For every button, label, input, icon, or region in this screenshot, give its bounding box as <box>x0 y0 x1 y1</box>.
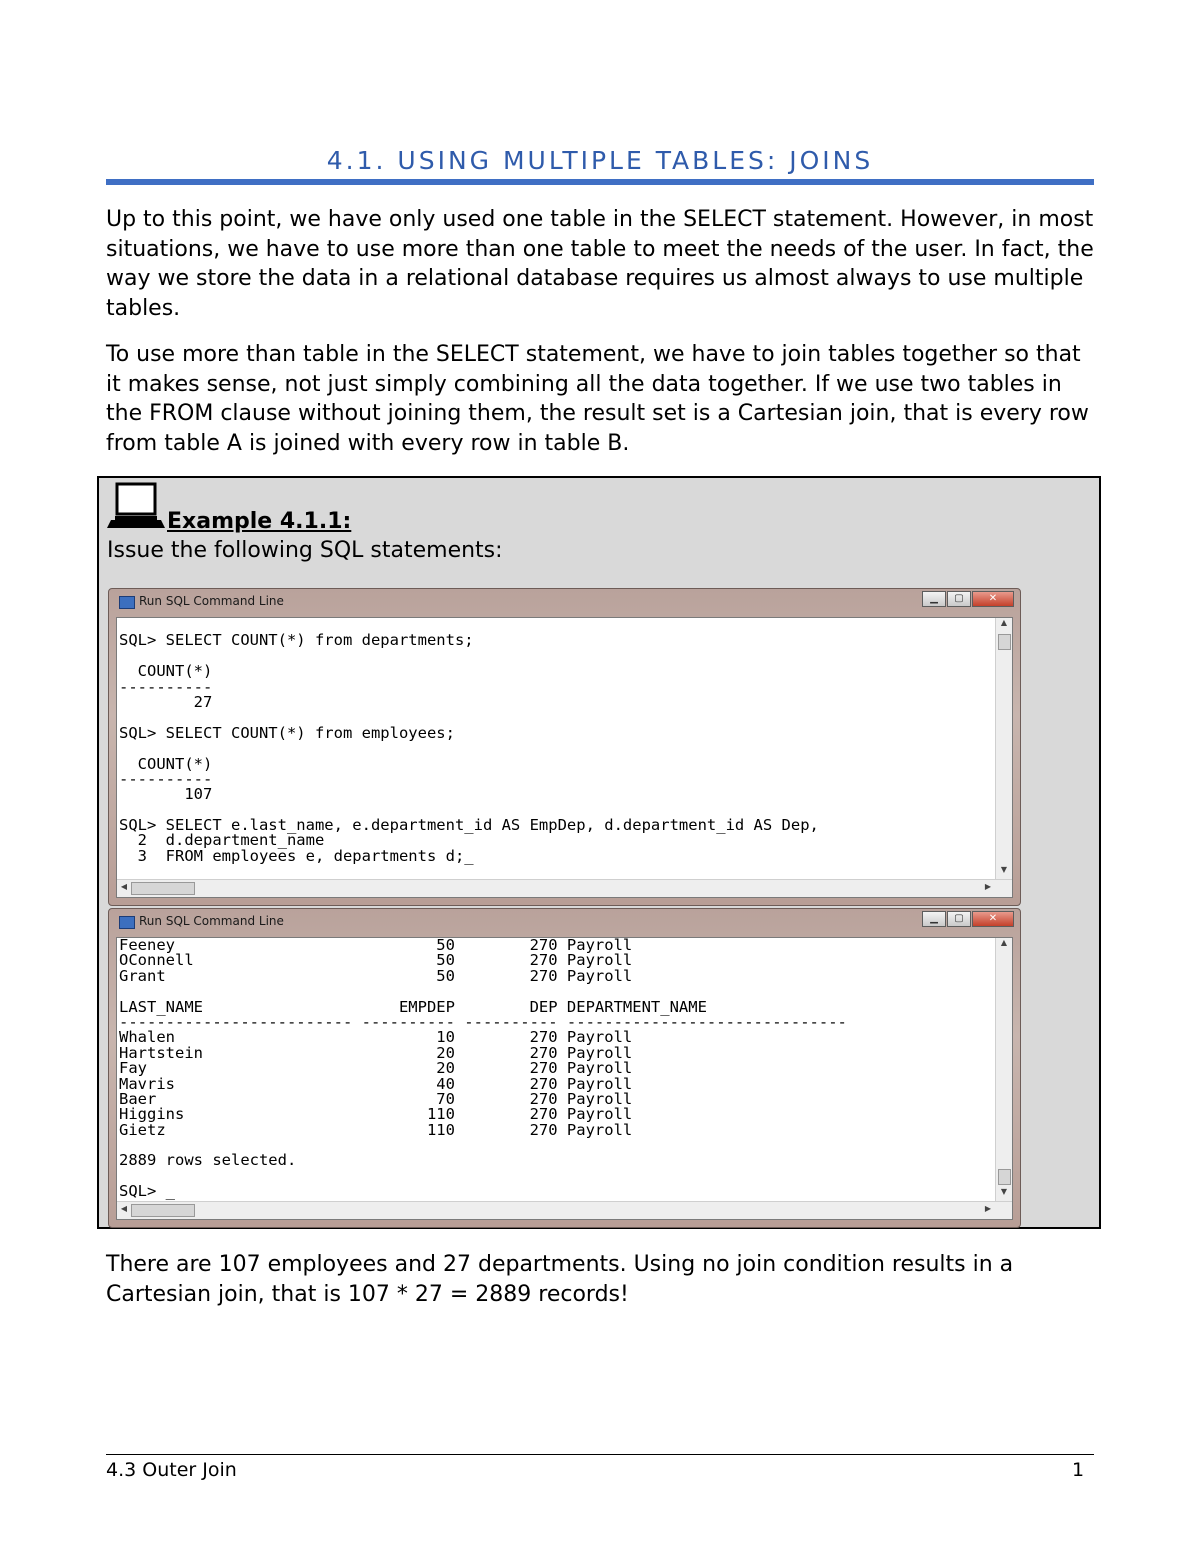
intro-paragraph: Up to this point, we have only used one table in the SELECT statement. However, in most situations, we have to use more than one table to meet the needs of the user. In fact, the way we store the data in a relational database requires us almost always to use multiple tables. <box>106 207 1094 321</box>
console-line: SQL> SELECT e.last_name, e.department_id AS EmpDep, d.department_id AS Dep, <box>119 816 819 835</box>
console-line <box>119 649 992 664</box>
console-line: ------------------------- ---------- ---------- ------------------------------ <box>119 1012 847 1031</box>
minimize-button[interactable]: ▁ <box>922 591 946 607</box>
footer-divider <box>106 1454 1094 1455</box>
horizontal-scrollbar[interactable] <box>117 879 1012 897</box>
console-line: Fay 20 270 Payroll <box>119 1059 633 1078</box>
page-number: 1 <box>1072 1459 1085 1481</box>
cartesian-paragraph: To use more than table in the SELECT statement, we have to join tables together so that it makes sense, not just simply combining all the data together. If we use two tables in the FROM clause without joining them, the result set is a Cartesian join, that is every row from table A is joined with every row in table B. <box>106 342 1089 456</box>
console-app-icon <box>119 596 135 609</box>
console-line: ---------- <box>119 769 213 788</box>
console-line: 27 <box>119 692 213 711</box>
minimize-button[interactable]: ▁ <box>922 911 946 927</box>
scroll-down-icon[interactable]: ▼ <box>1000 865 1008 874</box>
scroll-right-icon[interactable]: ▶ <box>984 882 992 891</box>
window-title: Run SQL Command Line <box>139 914 284 928</box>
laptop-icon <box>107 482 165 532</box>
sql-window-query[interactable] <box>108 588 1021 906</box>
console-line: 107 <box>119 785 213 804</box>
console-line: Mavris 40 270 Payroll <box>119 1074 633 1093</box>
console-line: OConnell 50 270 Payroll <box>119 951 633 970</box>
console-line: 2889 rows selected. <box>119 1151 297 1170</box>
hscroll-thumb[interactable] <box>131 882 195 895</box>
console-line: LAST_NAME EMPDEP DEP DEPARTMENT_NAME <box>119 997 707 1016</box>
footer-chapter: 4.3 Outer Join <box>106 1459 237 1481</box>
hscroll-thumb[interactable] <box>131 1204 195 1217</box>
console-line: 2 d.department_name <box>119 831 325 850</box>
console-line: Hartstein 20 270 Payroll <box>119 1043 633 1062</box>
console-line: Gietz 110 270 Payroll <box>119 1120 633 1139</box>
conclusion-paragraph: There are 107 employees and 27 departments. Using no join condition results in a Cartesian join, that is 107 * 27 = 2889 records! <box>106 1252 1014 1307</box>
scroll-left-icon[interactable]: ◀ <box>120 882 128 891</box>
window-titlebar[interactable] <box>109 589 1020 615</box>
console-line <box>119 741 992 756</box>
scroll-thumb[interactable] <box>998 1169 1011 1185</box>
window-titlebar[interactable] <box>109 909 1020 935</box>
example-instruction: Issue the following SQL statements: <box>107 538 503 563</box>
scroll-up-icon[interactable]: ▲ <box>1000 938 1008 947</box>
console-output[interactable] <box>116 937 1013 1220</box>
close-button[interactable]: ✕ <box>972 591 1014 607</box>
title-divider <box>106 179 1094 185</box>
vertical-scrollbar[interactable] <box>995 618 1012 879</box>
vertical-scrollbar[interactable] <box>995 938 1012 1201</box>
console-app-icon <box>119 916 135 929</box>
scroll-thumb[interactable] <box>998 634 1011 650</box>
console-line: COUNT(*) <box>119 662 213 681</box>
scroll-right-icon[interactable]: ▶ <box>984 1204 992 1213</box>
console-line: 3 FROM employees e, departments d;_ <box>119 846 474 865</box>
page-title: 4.1. USING MULTIPLE TABLES: JOINS <box>326 146 874 175</box>
console-output[interactable] <box>116 617 1013 898</box>
horizontal-scrollbar[interactable] <box>117 1201 1012 1219</box>
console-line: Grant 50 270 Payroll <box>119 966 633 985</box>
example-heading: Example 4.1.1: <box>167 509 352 534</box>
scroll-left-icon[interactable]: ◀ <box>120 1204 128 1213</box>
console-line: ---------- <box>119 677 213 696</box>
sql-window-result[interactable] <box>108 908 1021 1228</box>
console-lines <box>119 938 992 1200</box>
console-line: SQL> SELECT COUNT(*) from departments; <box>119 631 474 650</box>
maximize-button[interactable]: ▢ <box>947 911 971 927</box>
maximize-button[interactable]: ▢ <box>947 591 971 607</box>
console-line: SQL> SELECT COUNT(*) from employees; <box>119 723 455 742</box>
console-lines <box>119 618 992 864</box>
console-line: Whalen 10 270 Payroll <box>119 1028 633 1047</box>
console-line: COUNT(*) <box>119 754 213 773</box>
close-button[interactable]: ✕ <box>972 911 1014 927</box>
console-line: SQL> _ <box>119 1182 175 1201</box>
console-line: Baer 70 270 Payroll <box>119 1089 633 1108</box>
example-box <box>97 476 1101 1229</box>
console-line: Higgins 110 270 Payroll <box>119 1105 633 1124</box>
console-line: Feeney 50 270 Payroll <box>119 937 633 954</box>
console-line <box>119 1169 992 1184</box>
scroll-down-icon[interactable]: ▼ <box>1000 1187 1008 1196</box>
scroll-up-icon[interactable]: ▲ <box>1000 618 1008 627</box>
window-title: Run SQL Command Line <box>139 594 284 608</box>
